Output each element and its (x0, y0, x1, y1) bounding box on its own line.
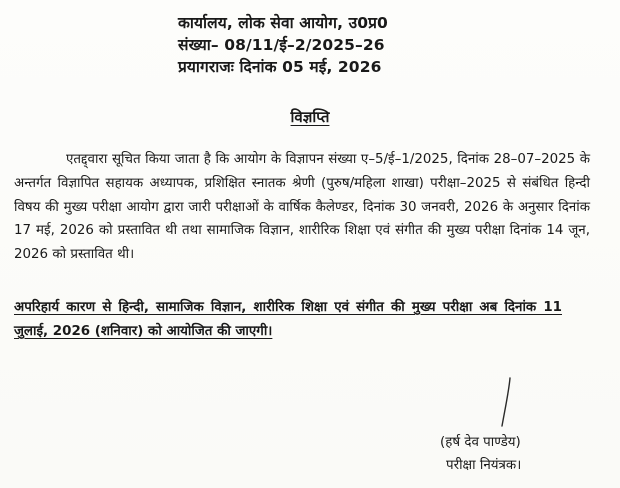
signature-mark (488, 376, 518, 428)
body-paragraph: एतद्द्वारा सूचित किया जाता है कि आयोग के विज्ञापन संख्या ए–5/ई–1/2025, दिनांक 28–07–2025 के अन्तर्गत विज्ञापित सहायक अध्यापक, प्रशिक्षित स्नातक श्रेणी (पुरुष/महिला शाखा) परीक्षा–2025 से संबंधित हिन्दी विषय की मुख्य परीक्षा आयोग द्वारा जारी परीक्षाओं के वार्षिक कैलेण्डर, दिनांक 30 जनवरी, 2026 के अनुसार दिनांक 17 मई, 2026 को प्रस्तावित थी तथा सामाजिक विज्ञान, शारीरिक शिक्षा एवं संगीत की मुख्य परीक्षा दिनांक 14 जून, 2026 को प्रस्तावित थी। (14, 152, 590, 263)
reference-number: संख्या– 08/11/ई–2/2025–26 (178, 36, 385, 54)
notice-title-text: विज्ञप्ति (290, 108, 330, 126)
place-and-date: प्रयागराजः दिनांक 05 मई, 2026 (178, 58, 382, 76)
signatory-designation: परीक्षा नियंत्रक। (446, 458, 522, 473)
office-name: कार्यालय, लोक सेवा आयोग, उ0प्र0 (178, 14, 388, 32)
notice-title (0, 107, 620, 127)
notice-body (14, 148, 590, 267)
rescheduled-exam-notice: अपरिहार्य कारण से हिन्दी, सामाजिक विज्ञान, शारीरिक शिक्षा एवं संगीत की मुख्य परीक्षा अब दिनांक 11 जुलाई, 2026 (शनिवार) को आयोजित की जाएगी। (14, 300, 562, 339)
signatory-name: (हर्ष देव पाण्डेय) (440, 435, 521, 450)
document-header (178, 12, 388, 78)
